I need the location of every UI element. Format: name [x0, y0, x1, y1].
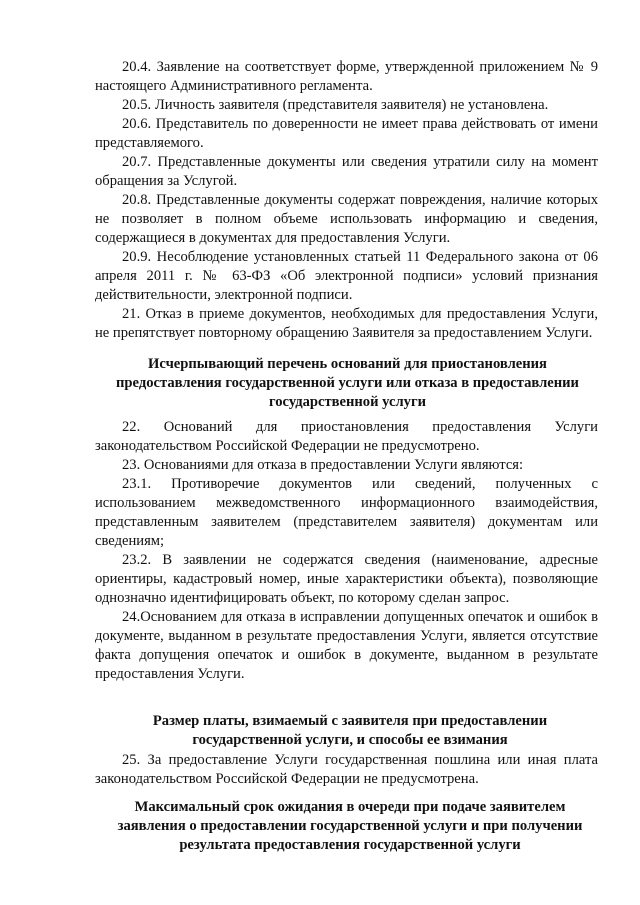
paragraph-22: 22. Оснований для приостановления предоставления Услуги законодательством Российской Федерации не предусмотрено.	[95, 419, 598, 454]
paragraph-20-4: 20.4. Заявление на соответствует форме, утвержденной приложением № 9 настоящего Административного регламента.	[95, 59, 598, 94]
paragraph-section-25	[95, 751, 598, 789]
heading-grounds-block	[110, 355, 585, 412]
paragraph-23-1: 23.1. Противоречие документов или сведений, полученных с использованием межведомственного информационного взаимодействия, представленным заявителем (представителем заявителя) документам или сведениям;	[95, 476, 598, 549]
section-heading-fee: Размер платы, взимаемый с заявителя при предоставлении государственной услуги, и способы ее взимания	[152, 713, 548, 748]
paragraph-21: 21. Отказ в приеме документов, необходимых для предоставления Услуги, не препятствует повторному обращению Заявителя за предоставлением Услуги.	[95, 306, 598, 341]
paragraph-20-5: 20.5. Личность заявителя (представителя заявителя) не установлена.	[122, 97, 549, 113]
section-heading-queue-time: Максимальный срок ожидания в очереди при подаче заявителем заявления о предоставлении государственной услуги и при получении результата предоставления государственной услуги	[117, 799, 583, 853]
paragraph-23: 23. Основаниями для отказа в предоставлении Услуги являются:	[122, 457, 524, 473]
paragraphs-section-22-24	[95, 418, 598, 684]
paragraphs-section-20-21	[95, 58, 598, 343]
paragraph-20-8: 20.8. Представленные документы содержат повреждения, наличие которых не позволяет в полном объеме использовать информацию и сведения, содержащиеся в документах для предоставления Услуги.	[95, 192, 598, 246]
paragraph-23-2: 23.2. В заявлении не содержатся сведения (наименование, адресные ориентиры, кадастровый номер, иные характеристики объекта), позволяющие однозначно идентифицировать объект, по которому сделан запрос.	[95, 552, 598, 606]
paragraph-25: 25. За предоставление Услуги государственная пошлина или иная плата законодательством Российской Федерации не предусмотрена.	[95, 752, 598, 787]
paragraph-20-9: 20.9. Несоблюдение установленных статьей 11 Федерального закона от 06 апреля 2011 г. № 63-ФЗ «Об электронной подписи» условий признания действительности, электронной подписи.	[95, 249, 598, 303]
paragraph-24: 24.Основанием для отказа в исправлении допущенных опечаток и ошибок в документе, выданном в результате предоставления Услуги, является отсутствие факта допущения опечаток и ошибок в документе, выданном в результате предоставления Услуги.	[95, 609, 598, 682]
paragraph-20-6: 20.6. Представитель по доверенности не имеет права действовать от имени представляемого.	[95, 116, 598, 151]
heading-queue-block	[105, 798, 595, 855]
heading-fee-block	[130, 712, 570, 750]
paragraph-20-7: 20.7. Представленные документы или сведения утратили силу на момент обращения за Услугой.	[95, 154, 598, 189]
section-heading-grounds: Исчерпывающий перечень оснований для приостановления предоставления государственной услуги или отказа в предоставлении государственной услуги	[116, 356, 579, 410]
